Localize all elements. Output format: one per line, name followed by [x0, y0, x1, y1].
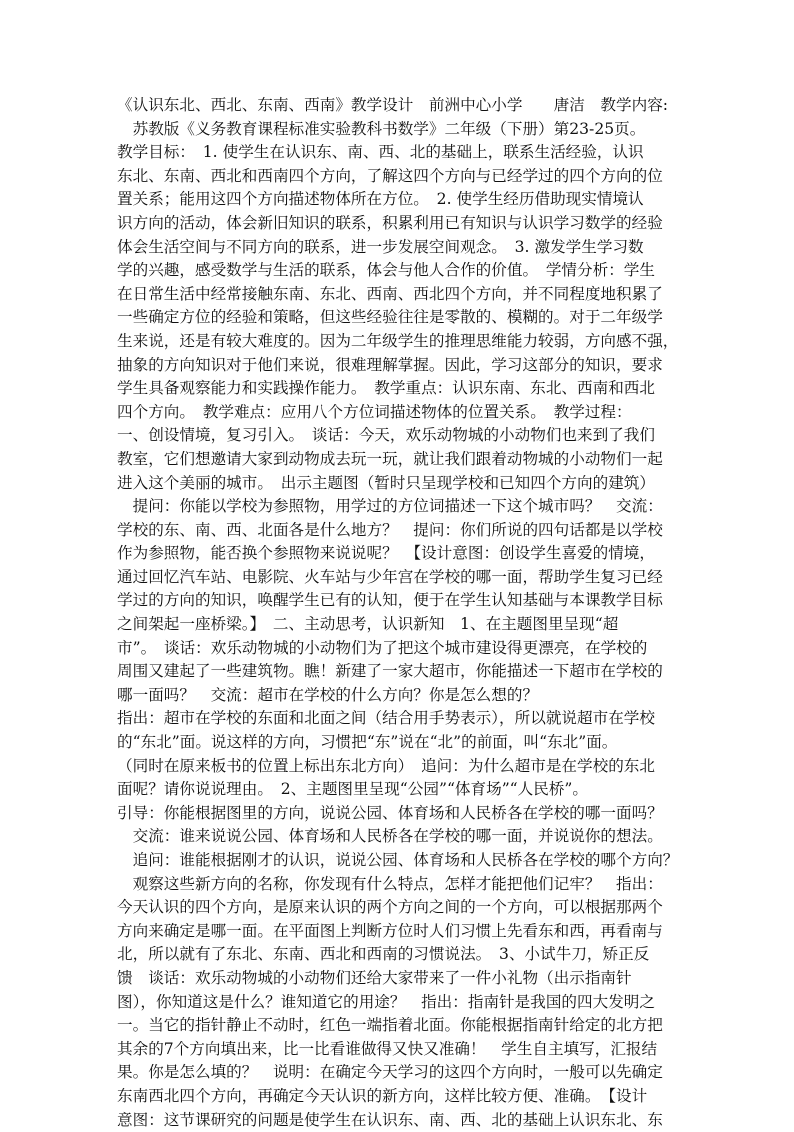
- text-line: 教室，它们想邀请大家到动物成去玩一玩，就让我们跟着动物城的小动物们一起: [117, 449, 663, 468]
- text-line: 图），你知道这是什么？谁知道它的用途？ 指出：指南针是我国的四大发明之: [117, 992, 655, 1011]
- text-line: 观察这些新方向的名称，你发现有什么特点，怎样才能把他们记牢？ 指出：: [117, 874, 663, 893]
- text-line: 识方向的活动，体会新旧知识的联系，积累利用已有知识与认识学习数学的经验: [117, 213, 663, 232]
- text-line: 学生具备观察能力和实践操作能力。 教学重点：认识东南、东北、西南和西北: [117, 379, 655, 398]
- text-line: 学的兴趣，感受数学与生活的联系，体会与他人合作的价值。 学情分析：学生: [117, 261, 655, 280]
- text-line: 今天认识的四个方向，是原来认识的两个方向之间的一个方向，可以根据那两个: [117, 898, 663, 917]
- text-line: 引导：你能根据图里的方向，说说公园、体育场和人民桥各在学校的哪一面吗？: [117, 803, 663, 822]
- text-line: 抽象的方向知识对于他们来说，很难理解掌握。因此，学习这部分的知识，要求: [117, 355, 663, 374]
- text-line: 一。当它的指针静止不动时，红色一端指着北面。你能根据指南针给定的北方把: [117, 1016, 663, 1035]
- text-line: 东南西北四个方向，再确定今天认识的新方向，这样比较方便、准确。 【设计: [117, 1086, 648, 1105]
- text-line: 《认识东北、西北、东南、西南》教学设计 前洲中心小学 唐洁 教学内容:: [117, 96, 669, 114]
- text-line: 的“东北”面。说这样的方向，习惯把“东”说在“北”的前面，叫“东北”面。: [117, 733, 618, 752]
- text-line: 馈 谈话：欢乐动物城的小动物们还给大家带来了一件小礼物（出示指南针: [117, 968, 632, 987]
- text-line: 之间架起一座桥梁。】 二、主动思考，认识新知 1、在主题图里呈现“超: [117, 615, 619, 634]
- text-line: 意图：这节课研究的问题是使学生在认识东、南、西、北的基础上认识东北、东: [117, 1110, 663, 1129]
- text-line: 一、创设情境，复习引入。 谈话：今天，欢乐动物城的小动物们也来到了我们: [117, 426, 655, 445]
- text-line: 生来说，还是有较大难度的。因为二年级学生的推理思维能力较弱，方向感不强，: [117, 331, 679, 350]
- text-line: 哪一面吗？ 交流：超市在学校的什么方向？你是怎么想的？: [117, 685, 539, 704]
- text-line: 交流：谁来说说公园、体育场和人民桥各在学校的哪一面，并说说你的想法。: [117, 827, 663, 846]
- text-line: 在日常生活中经常接触东南、东北、西南、西北四个方向，并不同程度地积累了: [117, 284, 663, 303]
- text-line: 追问：谁能根据刚才的认识，说说公园、体育场和人民桥各在学校的哪个方向？: [117, 851, 679, 869]
- text-line: 果。你是怎么填的？ 说明：在确定今天学习的这四个方向时，一般可以先确定: [117, 1063, 663, 1082]
- text-line: 教学目标： 1. 使学生在认识东、南、西、北的基础上，联系生活经验，认识: [117, 143, 644, 162]
- text-line: 面呢？请你说说理由。 2、主题图里呈现“公园”“体育场”“人民桥”。: [117, 780, 588, 799]
- text-line: 进入这个美丽的城市。 出示主题图（暂时只呈现学校和已知四个方向的建筑）: [117, 473, 655, 492]
- text-line: 市”。 谈话：欢乐动物城的小动物们为了把这个城市建设得更漂亮，在学校的: [117, 638, 648, 657]
- text-line: 指出：超市在学校的东面和北面之间（结合用手势表示），所以就说超市在学校: [117, 709, 655, 728]
- text-line: 周围又建起了一些建筑物。瞧！新建了一家大超市，你能描述一下超市在学校的: [117, 662, 663, 681]
- text-line: 苏教版《义务教育课程标准实验教科书数学》二年级（下册）第23-25页。: [117, 119, 646, 138]
- text-line: 四个方向。 教学难点：应用八个方位词描述物体的位置关系。 教学过程：: [117, 402, 632, 421]
- text-line: 其余的7个方向填出来，比一比看谁做得又快又准确！ 学生自主填写，汇报结: [117, 1039, 658, 1058]
- text-line: 通过回忆汽车站、电影院、火车站与少年宫在学校的哪一面，帮助学生复习已经: [117, 567, 663, 586]
- text-line: 作为参照物，能否换个参照物来说说呢？ 【设计意图：创设学生喜爱的情境，: [117, 544, 655, 563]
- text-line: 东北、东南、西北和西南四个方向，了解这四个方向与已经学过的四个方向的位: [117, 166, 663, 185]
- text-line: 置关系；能用这四个方向描述物体所在方位。 2. 使学生经历借助现实情境认: [117, 190, 644, 209]
- text-line: 一些确定方位的经验和策略，但这些经验往往是零散的、模糊的。对于二年级学: [117, 308, 663, 327]
- text-line: 方向来确定是哪一面。在平面图上判断方位时人们习惯上先看东和西，再看南与: [117, 921, 663, 940]
- text-line: 学过的方向的知识，唤醒学生已有的认知，便于在学生认知基础与本课教学目标: [117, 591, 663, 610]
- lesson-plan-text: [117, 94, 679, 1132]
- text-line: 提问：你能以学校为参照物，用学过的方位词描述一下这个城市吗？ 交流：: [117, 497, 663, 516]
- text-line: （同时在原来板书的位置上标出东北方向） 追问：为什么超市是在学校的东北: [117, 756, 655, 775]
- text-line: 学校的东、南、西、北面各是什么地方？ 提问：你们所说的四句话都是以学校: [117, 520, 663, 539]
- text-line: 体会生活空间与不同方向的联系，进一步发展空间观念。 3. 激发学生学习数: [117, 237, 644, 256]
- text-line: 北，所以就有了东北、东南、西北和西南的习惯说法。 3、小试牛刀，矫正反: [117, 945, 650, 964]
